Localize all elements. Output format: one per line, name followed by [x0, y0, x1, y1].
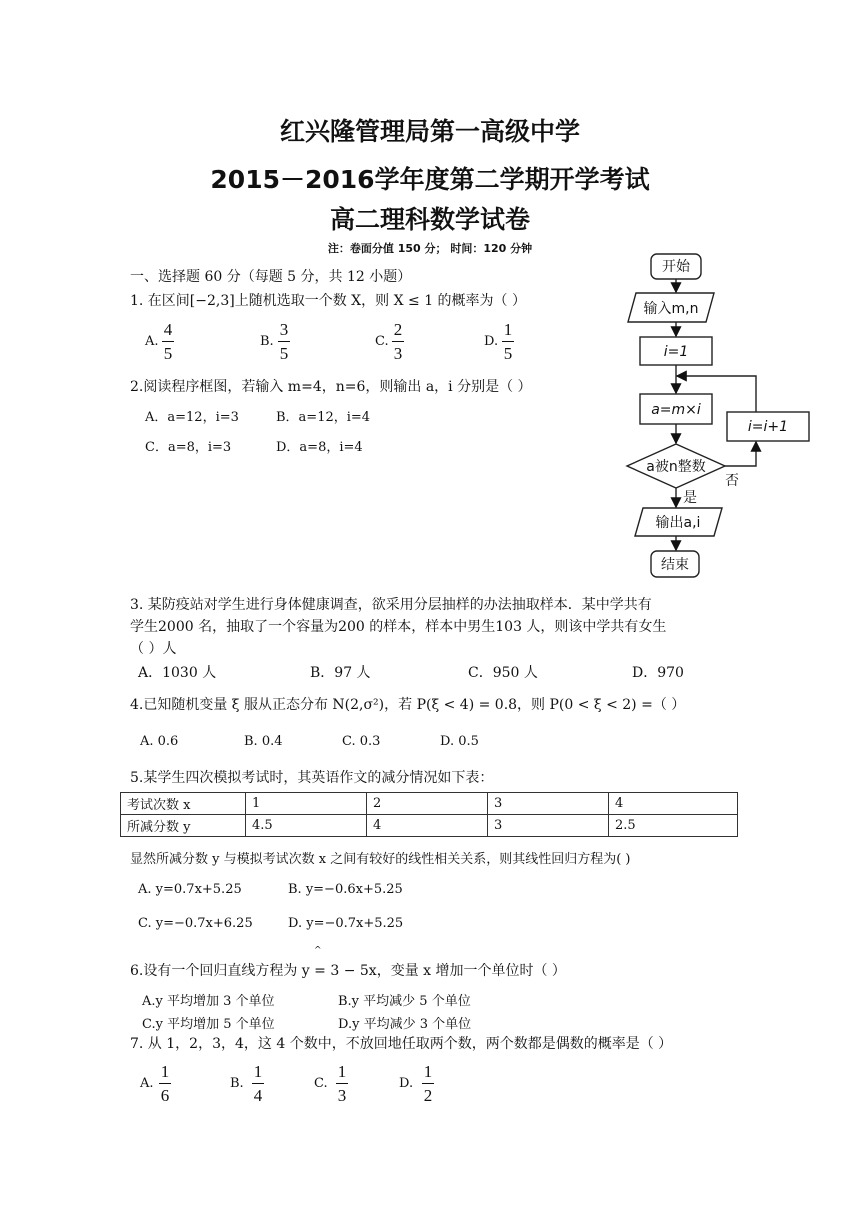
q7-option-c-letter: C.	[314, 1076, 328, 1091]
q7-option-b-fraction	[252, 1062, 264, 1105]
q2-option-c: C．a=8，i=3	[145, 440, 232, 455]
question-3-line-3: （ ）人	[130, 641, 177, 657]
q3-option-d: D．970	[632, 665, 684, 681]
q1-b-numerator: 3	[279, 320, 289, 339]
flow-assign-label: a=m×i	[651, 402, 701, 418]
table-cell: 4	[609, 793, 738, 815]
regression-hat-symbol: ^	[314, 946, 322, 956]
section-heading: 一、选择题 60 分（每题 5 分，共 12 小题）	[130, 269, 412, 285]
q3-option-a: A．1030 人	[138, 665, 217, 681]
q7-option-d-letter: D.	[399, 1076, 414, 1091]
q6-option-d: D.y 平均减少 3 个单位	[338, 1017, 472, 1032]
q7-c-denominator: 3	[337, 1086, 347, 1105]
question-3-line-2: 学生2000 名，抽取了一个容量为200 的样本，样本中男生103 人，则该中学共有女生	[130, 619, 667, 635]
flow-yes-label: 是	[683, 490, 697, 506]
question-5-followup: 显然所减分数 y 与模拟考试次数 x 之间有较好的线性相关关系，则其线性回归方程为( )	[130, 852, 631, 867]
table-cell: 2.5	[609, 815, 738, 837]
exam-note: 注：卷面分值 150 分； 时间：120 分钟	[327, 242, 533, 255]
exam-title: 2015－2016学年度第二学期开学考试	[210, 165, 650, 194]
table-cell: 1	[246, 793, 367, 815]
q1-c-numerator: 2	[393, 320, 403, 339]
q7-b-numerator: 1	[253, 1062, 263, 1081]
table-cell: 3	[488, 815, 609, 837]
q7-b-denominator: 4	[253, 1086, 263, 1105]
question-7-stem: 7. 从 1，2，3，4，这 4 个数中，不放回地任取两个数，两个数都是偶数的概率是（ ）	[130, 1036, 673, 1052]
q7-option-b-letter: B.	[230, 1076, 244, 1091]
q1-d-denominator: 5	[503, 344, 513, 363]
q4-option-c: C. 0.3	[342, 734, 381, 749]
question-4-stem: 4.已知随机变量 ξ 服从正态分布 N(2,σ²)，若 P(ξ < 4) = 0.8，则 P(0 < ξ < 2) =（ ）	[130, 697, 686, 713]
table-cell: 所减分数 y	[121, 815, 246, 837]
q1-option-d-letter: D.	[484, 334, 499, 349]
q6-option-c: C.y 平均增加 5 个单位	[142, 1017, 275, 1032]
flow-increment-label: i=i+1	[747, 419, 789, 435]
flow-condition-label: a被n整数	[646, 459, 706, 475]
q1-a-numerator: 4	[163, 320, 173, 339]
q6-option-b: B.y 平均减少 5 个单位	[338, 994, 471, 1009]
flow-start-label: 开始	[662, 259, 690, 275]
flow-init-label: i=1	[663, 344, 689, 360]
q1-d-numerator: 1	[503, 320, 513, 339]
q4-option-a: A. 0.6	[140, 734, 179, 749]
q7-option-a-fraction	[159, 1062, 171, 1105]
table-cell: 4.5	[246, 815, 367, 837]
flow-end-label: 结束	[661, 557, 689, 573]
question-2-stem: 2.阅读程序框图，若输入 m=4，n=6，则输出 a，i 分别是（ ）	[130, 379, 532, 395]
table-row	[121, 793, 738, 815]
q1-a-denominator: 5	[163, 344, 173, 363]
q7-option-c-fraction	[336, 1062, 348, 1105]
q7-c-numerator: 1	[337, 1062, 347, 1081]
q4-option-d: D. 0.5	[440, 734, 479, 749]
q1-c-denominator: 3	[393, 344, 403, 363]
question-6-stem: 6.设有一个回归直线方程为 y = 3 − 5x，变量 x 增加一个单位时（ ）	[130, 963, 566, 979]
flow-no-label: 否	[725, 473, 739, 489]
q7-option-d-fraction	[422, 1062, 434, 1105]
program-flowchart	[0, 0, 860, 600]
q5-option-d: D. y=−0.7x+5.25	[288, 916, 404, 931]
question-5-stem: 5.某学生四次模拟考试时，其英语作文的减分情况如下表：	[130, 770, 494, 786]
q5-option-a: A. y=0.7x+5.25	[138, 882, 242, 897]
q2-option-b: B．a=12，i=4	[276, 410, 371, 425]
q2-option-d: D．a=8，i=4	[276, 440, 363, 455]
table-cell: 2	[367, 793, 488, 815]
flow-arrow-no-branch	[725, 442, 756, 466]
q7-a-numerator: 1	[160, 1062, 170, 1081]
q4-option-b: B. 0.4	[244, 734, 283, 749]
table-cell: 3	[488, 793, 609, 815]
flow-output-label: 输出a,i	[655, 515, 701, 531]
q7-option-a-letter: A.	[140, 1076, 154, 1091]
q3-option-c: C．950 人	[468, 665, 538, 681]
q1-option-c-letter: C.	[375, 334, 389, 349]
q7-a-denominator: 6	[160, 1086, 170, 1105]
q6-option-a: A.y 平均增加 3 个单位	[142, 994, 275, 1009]
flow-input-label: 输入m,n	[643, 301, 699, 317]
q1-option-a-letter: A.	[145, 334, 159, 349]
table-cell: 4	[367, 815, 488, 837]
question-3-line-1: 3. 某防疫站对学生进行身体健康调查，欲采用分层抽样的办法抽取样本．某中学共有	[130, 597, 652, 613]
school-name: 红兴隆管理局第一高级中学	[279, 117, 580, 146]
q5-option-b: B. y=−0.6x+5.25	[288, 882, 403, 897]
q7-d-denominator: 2	[423, 1086, 433, 1105]
q3-option-b: B．97 人	[310, 665, 371, 681]
q1-b-denominator: 5	[279, 344, 289, 363]
subject-title: 高二理科数学试卷	[329, 205, 530, 234]
q7-d-numerator: 1	[423, 1062, 433, 1081]
table-cell: 考试次数 x	[121, 793, 246, 815]
q5-data-table	[120, 792, 738, 837]
q2-option-a: A．a=12，i=3	[145, 410, 239, 425]
table-row	[121, 815, 738, 837]
q1-option-b-letter: B.	[260, 334, 274, 349]
q5-option-c: C. y=−0.7x+6.25	[138, 916, 253, 931]
question-1-stem: 1. 在区间[−2,3]上随机选取一个数 X，则 X ≤ 1 的概率为（ ）	[130, 293, 526, 309]
